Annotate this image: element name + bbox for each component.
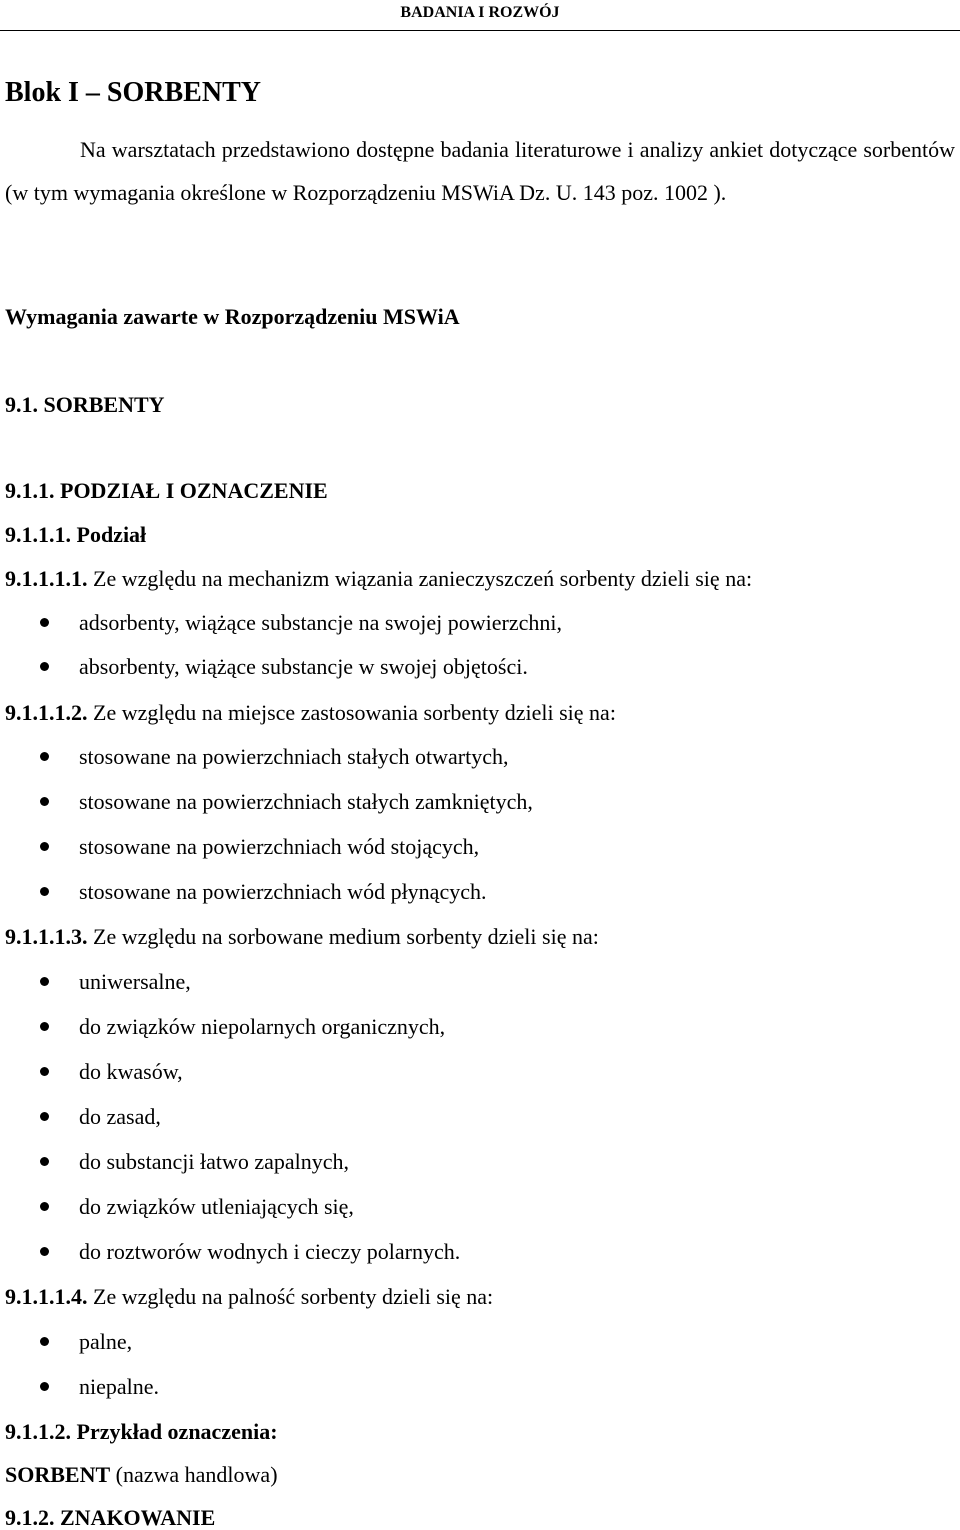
marking-label: ZNAKOWANIE [60, 1505, 216, 1530]
list-item: do związków utleniających się, [79, 1194, 354, 1219]
running-header: BADANIA I ROZWÓJ [400, 4, 560, 21]
list-item: stosowane na powierzchniach stałych zamkniętych, [79, 789, 533, 814]
bullet-icon [40, 1382, 49, 1391]
example-line [5, 1464, 278, 1486]
list-item: do związków niepolarnych organicznych, [79, 1014, 446, 1039]
list-item: do kwasów, [79, 1059, 183, 1084]
list-item: absorbenty, wiążące substancje w swojej objętości. [79, 654, 528, 679]
bullet-icon [40, 1022, 49, 1031]
example-label: Przykład oznaczenia: [76, 1419, 278, 1444]
bullet-icon [40, 797, 49, 806]
section-number: 9.1.1.1. [5, 522, 71, 547]
bullet-icon [40, 842, 49, 851]
bullet-icon [40, 752, 49, 761]
division-heading-4 [5, 1286, 493, 1308]
example-heading [5, 1421, 278, 1443]
list-item: adsorbenty, wiążące substancje na swojej powierzchni, [79, 610, 563, 635]
example-number: 9.1.1.2. [5, 1419, 71, 1444]
header-rule [0, 30, 960, 31]
bullet-icon [40, 1247, 49, 1256]
division-number: 9.1.1.1.1. [5, 566, 88, 591]
bullet-icon [40, 977, 49, 986]
list-item: stosowane na powierzchniach wód płynących. [79, 879, 487, 904]
list-item: do roztworów wodnych i cieczy polarnych. [79, 1239, 461, 1264]
sorbent-rest: (nazwa handlowa) [115, 1462, 278, 1487]
list-item: palne, [79, 1329, 133, 1354]
list-item: stosowane na powierzchniach wód stojących, [79, 834, 480, 859]
bullet-icon [40, 1202, 49, 1211]
division-heading-1 [5, 568, 752, 590]
division-text: Ze względu na mechanizm wiązania zanieczyszczeń sorbenty dzieli się na: [93, 566, 753, 591]
bullet-icon [40, 618, 49, 627]
intro-paragraph: Na warsztatach przedstawiono dostępne badania literaturowe i analizy ankiet dotyczące sorbentów (w tym wymagania określone w Rozporządzeniu MSWiA Dz. U. 143 poz. 1002 ). [5, 137, 955, 205]
division-heading-3 [5, 926, 599, 948]
division-text: Ze względu na palność sorbenty dzieli się na: [93, 1284, 494, 1309]
bullet-icon [40, 662, 49, 671]
list-item: stosowane na powierzchniach stałych otwartych, [79, 744, 509, 769]
division-text: Ze względu na miejsce zastosowania sorbenty dzieli się na: [93, 700, 616, 725]
section-9-1-1-1-heading [5, 524, 146, 546]
list-item: do substancji łatwo zapalnych, [79, 1149, 350, 1174]
division-number: 9.1.1.1.2. [5, 700, 88, 725]
list-item: uniwersalne, [79, 969, 191, 994]
sorbent-word: SORBENT [5, 1462, 111, 1487]
section-label: Podział [76, 522, 147, 547]
marking-heading [5, 1507, 215, 1529]
list-item: do zasad, [79, 1104, 161, 1129]
requirements-heading: Wymagania zawarte w Rozporządzeniu MSWiA [5, 304, 460, 329]
bullet-icon [40, 1067, 49, 1076]
division-text: Ze względu na sorbowane medium sorbenty dzieli się na: [93, 924, 599, 949]
bullet-icon [40, 1337, 49, 1346]
block-title: Blok I – SORBENTY [5, 77, 261, 108]
marking-number: 9.1.2. [5, 1505, 55, 1530]
division-number: 9.1.1.1.3. [5, 924, 88, 949]
bullet-icon [40, 1112, 49, 1121]
section-9-1-1-heading: 9.1.1. PODZIAŁ I OZNACZENIE [5, 478, 328, 503]
bullet-icon [40, 887, 49, 896]
list-item: niepalne. [79, 1374, 160, 1399]
section-9-1-heading: 9.1. SORBENTY [5, 392, 165, 417]
bullet-icon [40, 1157, 49, 1166]
division-number: 9.1.1.1.4. [5, 1284, 88, 1309]
division-heading-2 [5, 702, 616, 724]
